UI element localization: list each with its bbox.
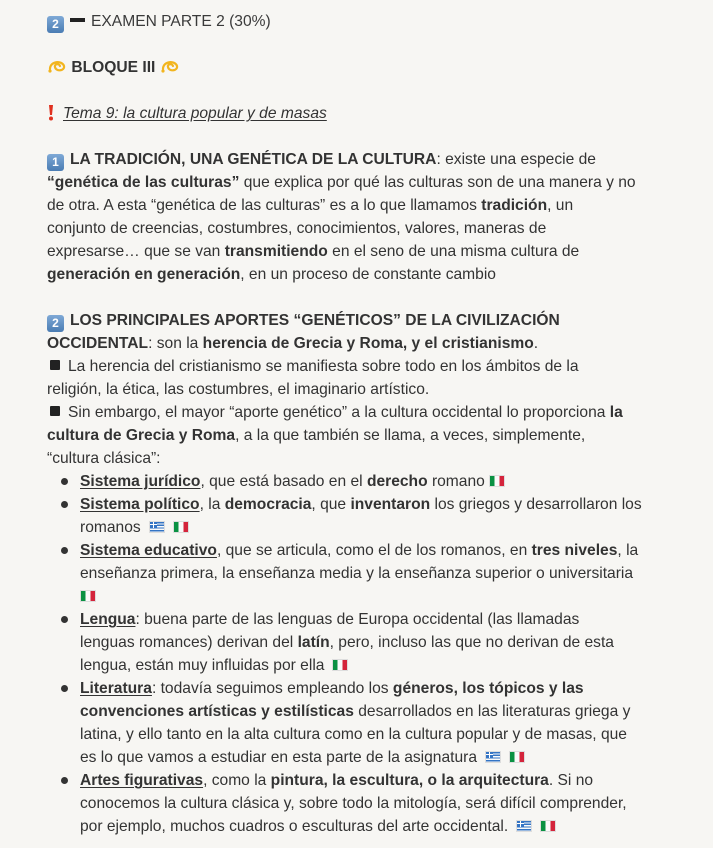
dizzy-icon <box>47 57 67 75</box>
list-item <box>80 470 505 493</box>
text: , a la que también se llama, a veces, simplemente, <box>235 427 586 444</box>
greece-flag-icon <box>516 820 532 832</box>
bold-text: OCCIDENTAL <box>47 335 149 352</box>
item-title: Literatura <box>80 680 152 697</box>
section-2-title: LOS PRINCIPALES APORTES “GENÉTICOS” DE LA CIVILIZACIÓN <box>70 312 560 329</box>
text: expresarse… que se van <box>47 243 225 260</box>
text: : buena parte de las lenguas de Europa occidental (las llamadas <box>135 611 580 628</box>
list-item-continuation <box>80 746 525 769</box>
text: que explica por qué las culturas son de una manera y no <box>239 174 636 191</box>
list-item-continuation: conocemos la cultura clásica y, sobre todo la mitología, será difícil comprender, <box>80 795 627 812</box>
bold-text: derecho <box>366 473 428 490</box>
list-item-continuation <box>80 516 189 539</box>
bold-text: cultura de Grecia y Roma <box>47 427 236 444</box>
bold-text: democracia <box>224 496 312 513</box>
text: , en un proceso de constante cambio <box>240 266 496 283</box>
section-2-line-3 <box>47 355 579 378</box>
bold-text: herencia de Grecia y Roma, y el cristianismo <box>202 335 534 352</box>
list-item-continuation: latina, y ello tanto en la alta cultura como en la cultura popular y de masas, que <box>80 726 627 743</box>
bold-text: géneros, los tópicos y las <box>392 680 584 697</box>
bold-text: latín <box>297 634 330 651</box>
section-1-line-5 <box>47 240 579 263</box>
text: . Si no <box>548 772 594 789</box>
minus-icon <box>70 18 85 22</box>
greece-flag-icon <box>485 751 501 763</box>
text: es lo que vamos a estudiar en esta parte de la asignatura <box>80 749 478 766</box>
bold-text: tradición <box>481 197 548 214</box>
bold-text: la <box>609 404 623 421</box>
bullet <box>61 616 68 623</box>
bold-text: transmitiendo <box>224 243 328 260</box>
bold-text: tres niveles <box>531 542 618 559</box>
bold-text: pintura, la escultura, o la arquitectura <box>270 772 549 789</box>
italy-flag-icon <box>80 590 96 602</box>
section-1-title: LA TRADICIÓN, UNA GENÉTICA DE LA CULTURA <box>70 151 437 168</box>
text: , pero, incluso las que no derivan de esta <box>329 634 614 651</box>
block-title: BLOQUE III <box>71 59 156 76</box>
item-title: Artes figurativas <box>80 772 204 789</box>
topic-heading <box>47 102 327 125</box>
exam-header <box>47 10 271 33</box>
section-1-line-6 <box>47 263 496 286</box>
text: , la <box>617 542 639 559</box>
list-item <box>80 769 593 792</box>
list-item-continuation <box>80 585 96 608</box>
italy-flag-icon <box>489 475 505 487</box>
section-2-line-5 <box>47 401 623 424</box>
black-square-icon <box>50 360 60 370</box>
list-item <box>80 608 579 631</box>
text: Sin embargo, el mayor “aporte genético” a la cultura occidental lo proporciona <box>68 404 610 421</box>
italy-flag-icon <box>332 659 348 671</box>
section-2-line-7: “cultura clásica”: <box>47 450 161 467</box>
text: , que <box>311 496 351 513</box>
bullet <box>61 547 68 554</box>
italy-flag-icon <box>173 521 189 533</box>
section-2-line-4: religión, la ética, las costumbres, el imaginario artístico. <box>47 381 430 398</box>
keycap-one-icon: 1 <box>47 154 64 171</box>
text: lenguas romances) derivan del <box>80 634 298 651</box>
section-1-line-1 <box>47 148 596 171</box>
list-item-continuation <box>80 700 630 723</box>
bold-text: “genética de las culturas” <box>47 174 240 191</box>
text: lengua, están muy influidas por ella <box>80 657 325 674</box>
topic-title: Tema 9: la cultura popular y de masas <box>63 105 327 122</box>
section-2-line-6 <box>47 424 585 447</box>
bold-text: convenciones artísticas y estilísticas <box>80 703 354 720</box>
dizzy-icon <box>160 57 180 75</box>
bold-text: generación en generación <box>47 266 241 283</box>
item-title: Sistema educativo <box>80 542 217 559</box>
italy-flag-icon <box>509 751 525 763</box>
text: : son la <box>148 335 203 352</box>
text: romano <box>427 473 485 490</box>
text: por ejemplo, muchos cuadros o esculturas del arte occidental. <box>80 818 509 835</box>
bullet <box>61 478 68 485</box>
keycap-two-icon: 2 <box>47 315 64 332</box>
bold-text: inventaron <box>350 496 431 513</box>
text: La herencia del cristianismo se manifiesta sobre todo en los ámbitos de la <box>68 358 579 375</box>
item-title: Lengua <box>80 611 136 628</box>
list-item <box>80 493 642 516</box>
exam-title: EXAMEN PARTE 2 (30%) <box>91 13 271 30</box>
item-title: Sistema jurídico <box>80 473 201 490</box>
text: , la <box>199 496 225 513</box>
section-1-line-2 <box>47 171 636 194</box>
text: , como la <box>203 772 271 789</box>
text: , que se articula, como el de los romanos, en <box>216 542 532 559</box>
text: : existe una especie de <box>436 151 596 168</box>
section-1-line-4: conjunto de creencias, costumbres, conocimientos, valores, maneras de <box>47 220 547 237</box>
block-heading <box>47 56 180 79</box>
item-title: Sistema político <box>80 496 200 513</box>
section-1-line-3 <box>47 194 573 217</box>
section-2-line-1 <box>47 309 560 332</box>
list-item-continuation <box>80 815 556 838</box>
text: , que está basado en el <box>200 473 367 490</box>
bullet <box>61 685 68 692</box>
text: en el seno de una misma cultura de <box>327 243 580 260</box>
text: romanos <box>80 519 141 536</box>
keycap-two-icon: 2 <box>47 16 64 33</box>
list-item <box>80 539 638 562</box>
text: desarrollados en las literaturas griega y <box>353 703 631 720</box>
exclamation-icon <box>47 104 55 121</box>
bullet <box>61 777 68 784</box>
greece-flag-icon <box>149 521 165 533</box>
list-item-continuation <box>80 631 614 654</box>
text: . <box>533 335 539 352</box>
italy-flag-icon <box>540 820 556 832</box>
list-item-continuation <box>80 654 348 677</box>
text: los griegos y desarrollaron los <box>430 496 642 513</box>
list-item-continuation: enseñanza primera, la enseñanza media y la enseñanza superior o universitaria <box>80 565 634 582</box>
black-square-icon <box>50 406 60 416</box>
text: : todavía seguimos empleando los <box>151 680 393 697</box>
bullet <box>61 501 68 508</box>
list-item <box>80 677 584 700</box>
text: , un <box>547 197 574 214</box>
text: de otra. A esta “genética de las culturas” es a lo que llamamos <box>47 197 482 214</box>
section-2-line-2 <box>47 332 538 355</box>
